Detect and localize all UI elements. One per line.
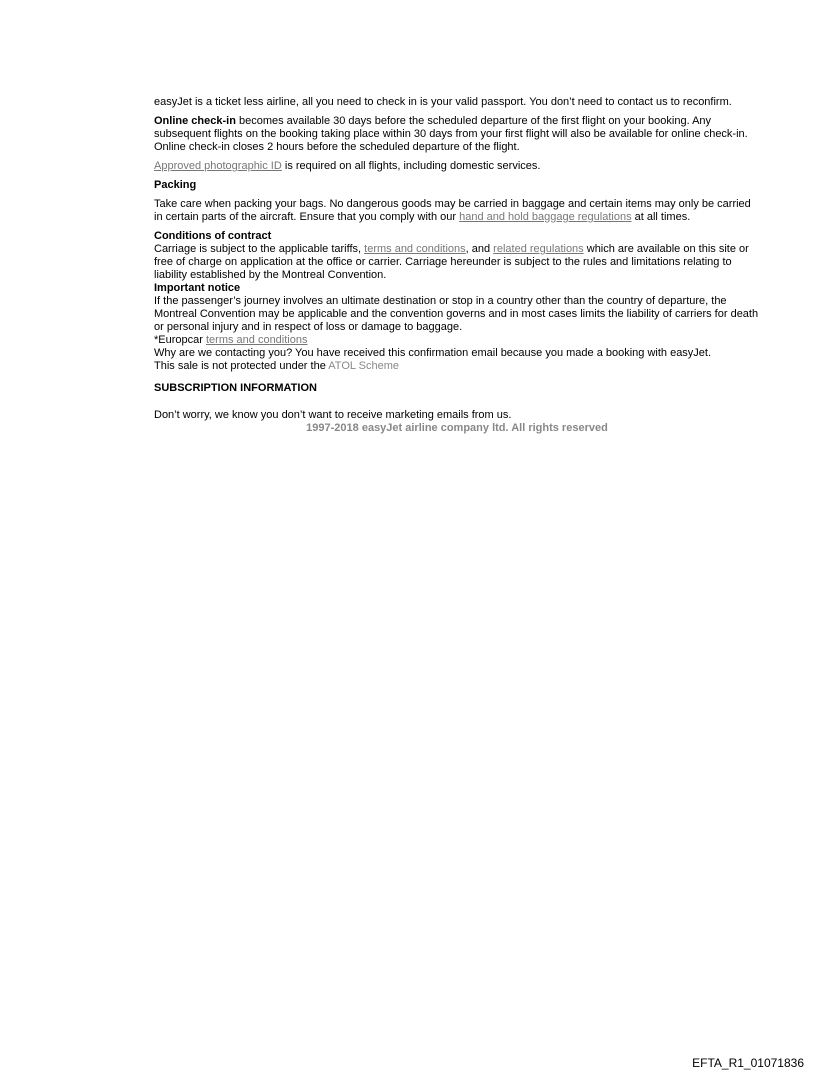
- packing-text: Take care when packing your bags. No dangerous goods may be carried in baggage and certain items may only be carried in certain parts of the aircraft. Ensure that you comply with our: [154, 198, 751, 223]
- contract-text-3: which are available on this site or free of charge on application at the office or carrier. Carriage hereunder is subject to the rules and limitations relating to liability established by the Montreal Convention.: [154, 243, 749, 281]
- document-id: EFTA_R1_01071836: [692, 1056, 804, 1070]
- packing-heading: Packing: [154, 179, 197, 191]
- checkin-text: becomes available 30 days before the scheduled departure of the first flight on your booking. Any subsequent flights on the booking taking place within 30 days from your first flight will also be available for online check-in. Online check-in closes 2 hours before the scheduled departure of the flight.: [154, 115, 748, 153]
- checkin-heading: Online check-in: [154, 115, 236, 127]
- contacting-paragraph: [154, 347, 760, 360]
- subscription-text: Don’t worry, we know you don’t want to receive marketing emails from us.: [154, 409, 512, 421]
- photo-id-text: is required on all flights, including domestic services.: [281, 160, 541, 172]
- atol-scheme-link[interactable]: ATOL Scheme: [328, 360, 399, 372]
- atol-line: [154, 360, 760, 373]
- contract-paragraph: [154, 243, 760, 282]
- photo-id-paragraph: [154, 160, 760, 173]
- contacting-text: Why are we contacting you? You have received this confirmation email because you made a booking with easyJet.: [154, 347, 712, 359]
- related-regulations-link[interactable]: related regulations: [493, 243, 584, 255]
- notice-heading: Important notice: [154, 282, 241, 294]
- notice-paragraph: [154, 295, 760, 334]
- contract-text-1: Carriage is subject to the applicable tariffs,: [154, 243, 365, 255]
- baggage-regulations-link[interactable]: hand and hold baggage regulations: [459, 211, 632, 223]
- europcar-line: [154, 334, 760, 347]
- packing-paragraph: [154, 198, 760, 224]
- europcar-prefix: *Europcar: [154, 334, 206, 346]
- intro-text: easyJet is a ticket less airline, all you need to check in is your valid passport. You don’t need to contact us to reconfirm.: [154, 96, 732, 108]
- checkin-paragraph: [154, 115, 760, 154]
- atol-text: This sale is not protected under the: [154, 360, 329, 372]
- copyright-notice: 1997-2018 easyJet airline company ltd. All rights reserved: [306, 422, 608, 434]
- contract-heading: Conditions of contract: [154, 230, 272, 242]
- intro-paragraph: [154, 96, 760, 109]
- photo-id-link[interactable]: Approved photographic ID: [154, 160, 282, 172]
- terms-conditions-link[interactable]: terms and conditions: [364, 243, 466, 255]
- contract-text-2: , and: [465, 243, 494, 255]
- europcar-terms-link[interactable]: terms and conditions: [205, 334, 308, 346]
- notice-text: If the passenger’s journey involves an ultimate destination or stop in a country other than the country of departure, the Montreal Convention may be applicable and the convention governs and in most cases limits the liability of carriers for death or personal injury and in respect of loss or damage to baggage.: [154, 295, 759, 333]
- packing-text-after: at all times.: [631, 211, 691, 223]
- subscription-heading: SUBSCRIPTION INFORMATION: [154, 382, 317, 394]
- email-body: [154, 96, 760, 435]
